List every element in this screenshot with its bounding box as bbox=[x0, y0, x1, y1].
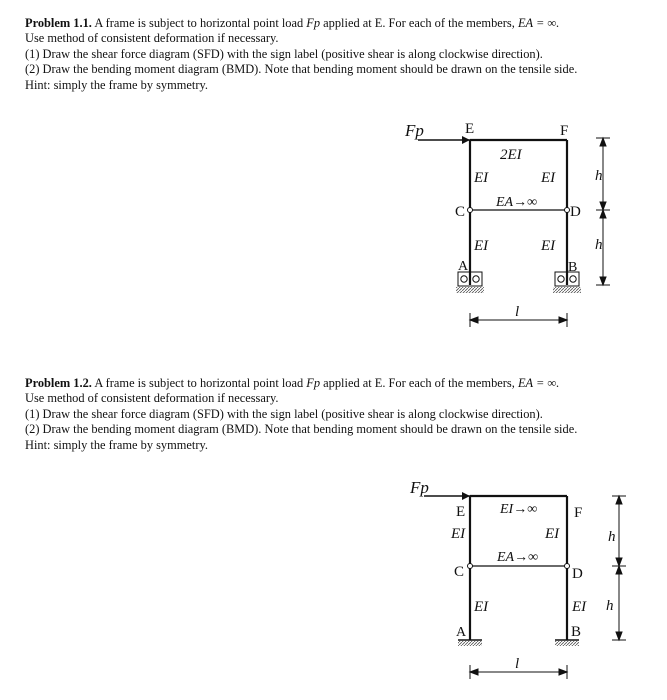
member-label-left-upper: EI bbox=[451, 526, 466, 542]
vertical-dimension bbox=[612, 496, 626, 640]
method-line: Use method of consistent deformation if necessary. bbox=[25, 31, 279, 46]
dimension-label-upper-h: h bbox=[595, 168, 603, 184]
node-label-f: F bbox=[574, 505, 583, 521]
member-label-right-upper: EI bbox=[545, 526, 560, 542]
node-label-e: E bbox=[465, 121, 475, 137]
member-label-tie: EA→∞ bbox=[497, 550, 539, 565]
member-label-left-lower: EI bbox=[474, 599, 489, 615]
hint-line: Hint: simply the frame by symmetry. bbox=[25, 437, 208, 452]
hinge-d bbox=[565, 564, 570, 569]
hinge-c bbox=[468, 564, 473, 569]
node-label-f: F bbox=[560, 123, 569, 139]
problem-intro-tail: applied at E. For each of the members, bbox=[323, 16, 515, 30]
member-label-right-upper: EI bbox=[541, 170, 556, 186]
node-label-d: D bbox=[570, 204, 581, 220]
member-label-top-beam: 2EI bbox=[500, 147, 522, 163]
load-arrowhead bbox=[462, 492, 470, 500]
hint-line: Hint: simply the frame by symmetry. bbox=[25, 77, 208, 92]
load-symbol: Fp bbox=[306, 16, 321, 30]
member-label-tie: EA→∞ bbox=[496, 195, 538, 210]
task-1-line: (1) Draw the shear force diagram (SFD) with the sign label (positive shear is along clockwise direction). bbox=[25, 46, 543, 61]
node-label-d: D bbox=[572, 566, 583, 582]
node-label-e: E bbox=[456, 504, 466, 520]
node-label-a: A bbox=[456, 625, 467, 640]
problem-intro-tail: applied at E. For each of the members, bbox=[323, 376, 515, 390]
member-label-top-beam: EI→∞ bbox=[500, 502, 538, 517]
problem-label: Problem 1.1. bbox=[25, 16, 92, 30]
member-label-left-upper: EI bbox=[474, 170, 489, 186]
ea-condition: EA = ∞. bbox=[517, 16, 560, 30]
dimension-label-lower-h: h bbox=[606, 598, 614, 614]
member-label-right-lower: EI bbox=[541, 238, 556, 254]
task-1-line: (1) Draw the shear force diagram (SFD) with the sign label (positive shear is along clockwise direction). bbox=[25, 406, 543, 421]
task-2-line: (2) Draw the bending moment diagram (BMD). Note that bending moment should be drawn on the tensile side. bbox=[25, 62, 578, 77]
support-b bbox=[555, 640, 579, 646]
load-label: Fp bbox=[410, 478, 429, 497]
dimension-label-lower-h: h bbox=[595, 237, 603, 253]
node-label-b: B bbox=[568, 260, 578, 275]
dimension-label-upper-h: h bbox=[608, 529, 616, 545]
node-label-b: B bbox=[571, 624, 582, 640]
dimension-label-span: l bbox=[515, 656, 520, 672]
load-label: Fp bbox=[405, 121, 424, 140]
problem-intro: A frame is subject to horizontal point load bbox=[94, 376, 304, 390]
node-label-c: C bbox=[455, 204, 466, 220]
node-label-c: C bbox=[454, 564, 465, 580]
problem-intro: A frame is subject to horizontal point load bbox=[94, 16, 304, 30]
ea-condition: EA = ∞. bbox=[517, 376, 560, 390]
member-label-right-lower: EI bbox=[572, 599, 587, 615]
dimension-label-span: l bbox=[515, 304, 520, 320]
task-2-line: (2) Draw the bending moment diagram (BMD). Note that bending moment should be drawn on the tensile side. bbox=[25, 422, 578, 437]
member-label-left-lower: EI bbox=[474, 238, 489, 254]
load-symbol: Fp bbox=[306, 376, 321, 390]
node-label-a: A bbox=[458, 259, 469, 274]
support-a bbox=[458, 640, 482, 646]
problem-label: Problem 1.2. bbox=[25, 376, 92, 390]
method-line: Use method of consistent deformation if necessary. bbox=[25, 391, 279, 406]
